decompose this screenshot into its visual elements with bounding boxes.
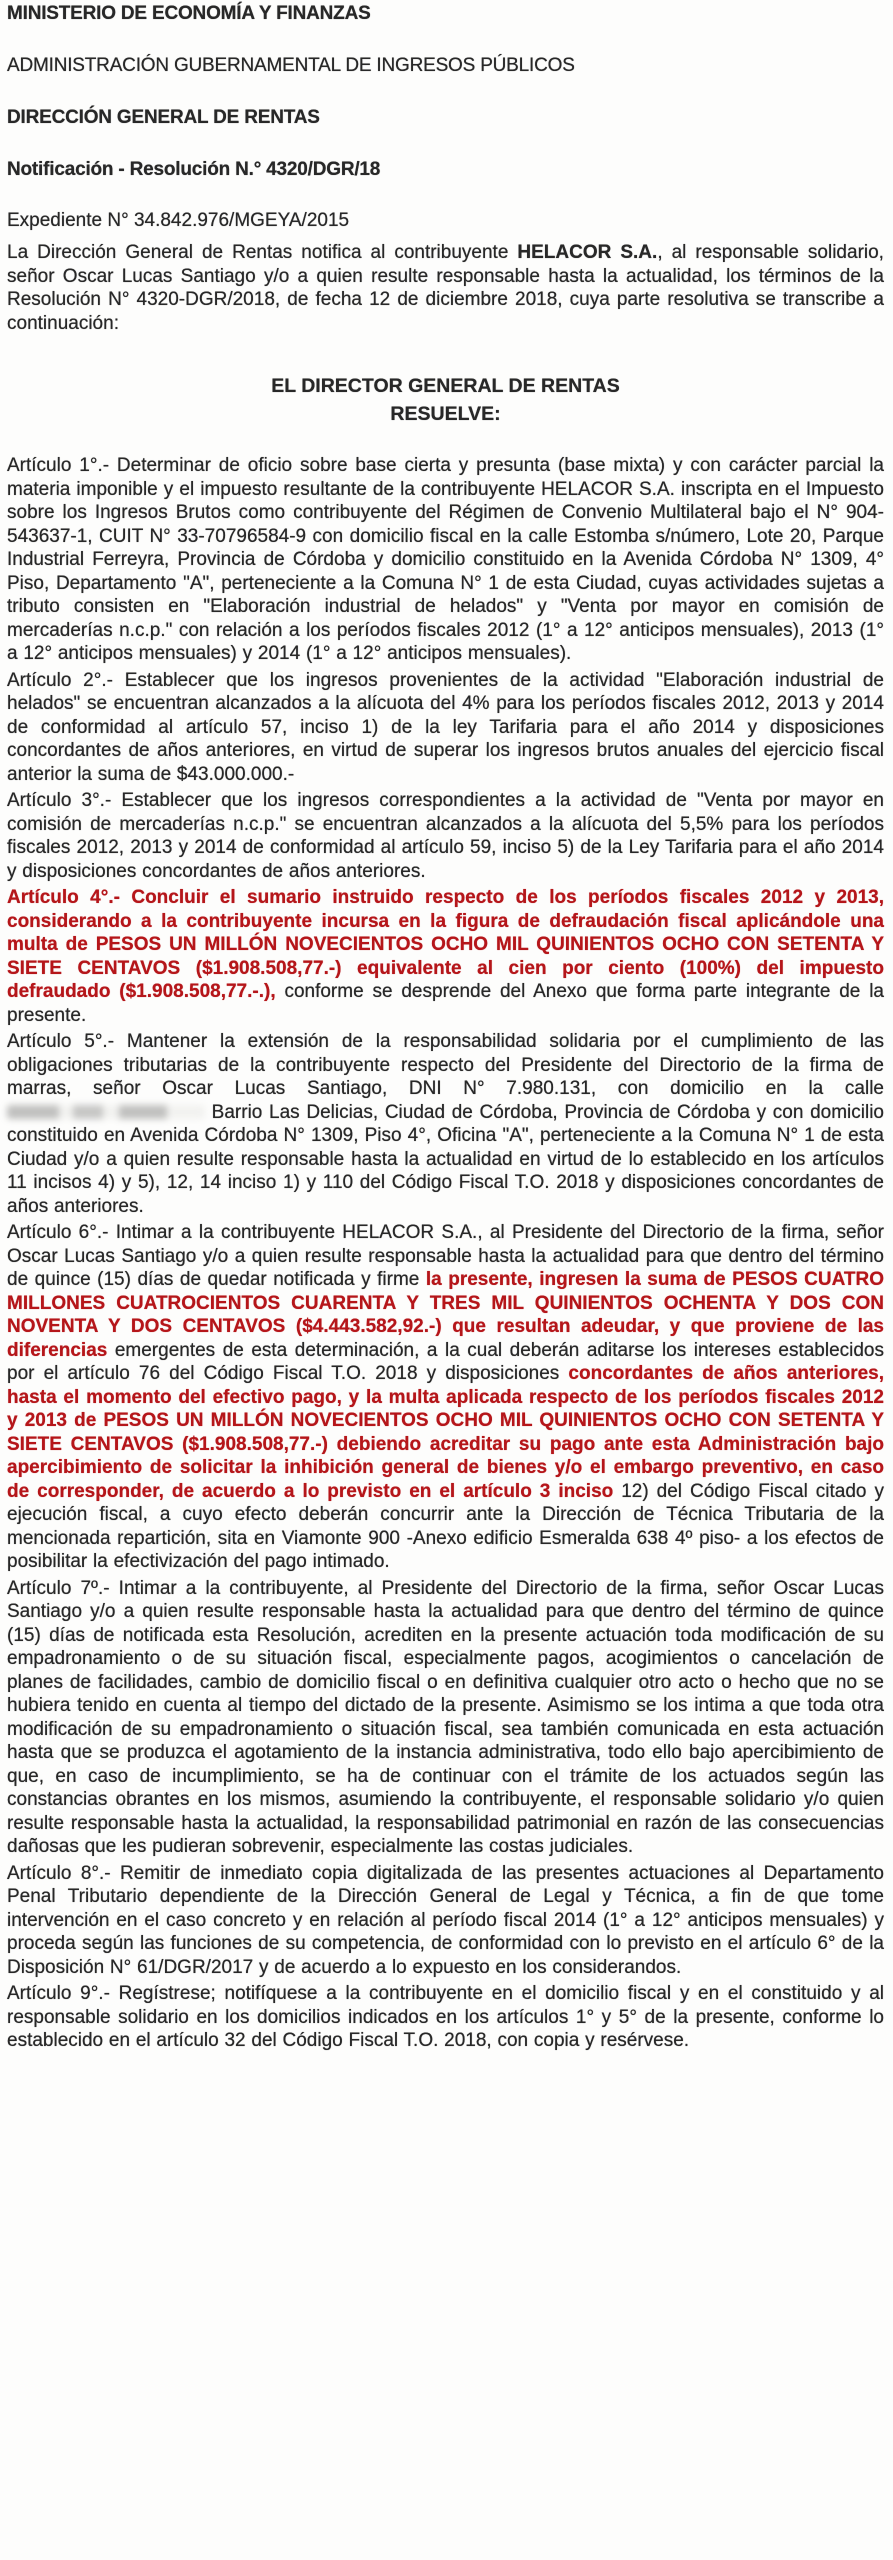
article-paragraph — [7, 789, 884, 883]
articles-container — [7, 454, 884, 2053]
body-text: La Dirección General de Rentas notifica al contribuyente — [7, 242, 518, 263]
article-paragraph — [7, 669, 884, 787]
ministry-header: MINISTERIO DE ECONOMÍA Y FINANZAS — [7, 3, 371, 24]
body-text: conforme se desprende del Anexo que forma parte integrante de la presente. — [7, 981, 884, 1026]
body-text: emergentes de esta determinación, a la cual deberán aditarse los intereses establecidos por el artículo 76 del Código Fiscal T.O. 2018 y disposiciones — [7, 1339, 885, 1384]
resolution-heading-line2: RESUELVE: — [390, 403, 501, 425]
body-text: Artículo 5°.- Mantener la extensión de la responsabilidad solidaria por el cumplimiento de las obligaciones tributarias de la contribuyente respecto del Presidente del Directorio de la firma de marras, señor Oscar Lucas Santiago, DNI N° 7.980.131, con domicilio en la calle — [7, 1031, 884, 1099]
body-text: Artículo 9°.- Regístrese; notifíquese a la contribuyente en el domicilio fiscal y en el constituido y al responsable solidario en los domicilios indicados en los artículos 1° y 5° de la presente, conforme lo establecido en el artículo 32 del Código Fiscal T.O. 2018, con copia y resérvese. — [7, 1983, 884, 2051]
resolution-heading — [7, 372, 884, 428]
intro-paragraph — [7, 241, 884, 335]
body-text: Artículo 3°.- Establecer que los ingresos correspondientes a la actividad de "Venta por mayor en comisión de mercaderías n.c.p." se encuentran alcanzados a la alícuota del 5,5% para los períodos fiscales 2012, 2013 y 2014 de conformidad al artículo 59, inciso 5) de la Ley Tarifaria para el año 2014 y disposiciones concordantes de años anteriores. — [7, 790, 884, 882]
article-paragraph — [7, 1862, 884, 1980]
red-emphasis-text: Artículo 4°.- Concluir el sumario instruido respecto de los períodos fiscales 2012 y 2013, considerando a la contribuyente incursa en la figura de defraudación fiscal aplicándole una multa de PESOS UN MILLÓN NOVECIENTOS OCHO MIL QUINIENTOS OCHO CON SETENTA Y SIETE CENTAVOS ($1.908.508,77.-) equivalente al cien por ciento (100%) del impuesto defraudado ($1.908.508,77.-.), — [7, 887, 884, 1002]
notification-title: Notificación - Resolución N.° 4320/DGR/18 — [7, 159, 381, 180]
article-paragraph — [7, 886, 884, 1027]
body-text: Barrio Las Delicias, Ciudad de Córdoba, Provincia de Córdoba y con domicilio constituido en Avenida Córdoba N° 1309, Piso 4°, Oficina "A", perteneciente a la Comuna N° 1 de esta Ciudad y/o a quien resulte responsable hasta la actualidad en virtud de lo establecido en los artículos 11 incisos 4) y 5), 12, 14 inciso 1) y 110 del Código Fiscal T.O. 2018 y disposiciones concordantes de años anteriores. — [7, 1101, 884, 1217]
bold-text: HELACOR S.A. — [517, 242, 658, 263]
red-emphasis-text: la presente, ingresen la suma de PESOS CUATRO MILLONES CUATROCIENTOS CUARENTA Y TRES MIL QUINIENTOS OCHENTA Y DOS CON NOVENTA Y DOS CENTAVOS ($4.443.582,92.-) que resultan adeudar, y que proviene de las diferencias — [7, 1269, 884, 1361]
administration-header: ADMINISTRACIÓN GUBERNAMENTAL DE INGRESOS PÚBLICOS — [7, 55, 575, 76]
file-number: Expediente N° 34.842.976/MGEYA/2015 — [7, 210, 350, 231]
body-text: Artículo 7º.- Intimar a la contribuyente, al Presidente del Directorio de la firma, señor Oscar Lucas Santiago y/o a quien resulte responsable hasta la actualidad para que dentro del término de quince (15) días de notificada esta Resolución, acrediten en la presente actuación toda modificación de su empadronamiento o de su situación fiscal, especialmente pagos, acogimientos o cancelación de planes de facilidades, cambio de domicilio fiscal o en definitiva cualquier otro acto o hecho que no se hubiera tenido en cuenta al tiempo del dictado de la presente. Asimismo se los intima a que toda otra modificación de su empadronamiento o situación fiscal, sea también comunicada en esta actuación hasta que se produzca el agotamiento de la instancia administrativa, todo ello bajo apercibimiento de que, en caso de incumplimiento, se ha de continuar con el trámite de los actuados según las constancias obrantes en los mismos, asumiendo la contribuyente, el responsable solidario y/o quien resulte responsable hasta la actualidad, la responsabilidad patrimonial en razón de las consecuencias dañosas que les pudieran sobrevenir, especialmente las costas judiciales. — [7, 1577, 884, 1857]
body-text: Artículo 8°.- Remitir de inmediato copia digitalizada de las presentes actuaciones al Departamento Penal Tributario dependiente de la Dirección General de Legal y Técnica, a fin de que tome intervención en el caso concreto y en relación al período fiscal 2014 (1° a 12° anticipos mensuales) y proceda según las funciones de su competencia, de conformidad con lo previsto en el artículo 6° de la Disposición N° 61/DGR/2017 y de acuerdo a lo expuesto en los considerandos. — [7, 1862, 884, 1978]
article-paragraph — [7, 454, 884, 666]
article-paragraph — [7, 1030, 884, 1218]
resolution-heading-line1: EL DIRECTOR GENERAL DE RENTAS — [271, 375, 620, 397]
article-paragraph — [7, 1221, 884, 1574]
body-text: 12) del Código Fiscal citado y ejecución fiscal, a cuyo efecto deberán concurrir ante la Dirección de Técnica Tributaria de la mencionada repartición, sita en Viamonte 900 -Anexo edificio Esmeralda 638 4º piso- a los efectos de posibilitar la efectivización del pago intimado. — [7, 1480, 884, 1572]
red-emphasis-text: concordantes de años anteriores, hasta el momento del efectivo pago, y la multa aplicada respecto de los períodos fiscales 2012 y 2013 de PESOS UN MILLÓN NOVECIENTOS OCHO MIL QUINIENTOS OCHO CON SETENTA Y SIETE CENTAVOS ($1.908.508,77.-) debiendo acreditar su pago ante esta Administración bajo apercibimiento de solicitar la inhibición general de bienes y/o el embargo preventivo, en caso de corresponder, de acuerdo a lo previsto en el artículo 3 inciso — [7, 1363, 885, 1502]
directorate-header: DIRECCIÓN GENERAL DE RENTAS — [7, 107, 320, 128]
body-text: Artículo 2°.- Establecer que los ingresos provenientes de la actividad "Elaboración industrial de helados" se encuentran alcanzados a la alícuota del 4% para los períodos fiscales 2012, 2013 y 2014 de conformidad al artículo 57, inciso 1) de la ley Tarifaria para el año 2014 y disposiciones concordantes de años anteriores, en virtud de superar los ingresos brutos anuales del ejercicio fiscal anterior la suma de $43.000.000.- — [7, 669, 884, 785]
body-text: , al responsable solidario, señor Oscar Lucas Santiago y/o a quien resulte responsable hasta la actualidad, los términos de la Resolución N° 4320-DGR/2018, de fecha 12 de diciembre 2018, cuya parte resolutiva se transcribe a continuación: — [7, 242, 884, 334]
body-text: Artículo 6°.- Intimar a la contribuyente HELACOR S.A., al Presidente del Directorio de la firma, señor Oscar Lucas Santiago y/o a quien resulte responsable hasta la actualidad para que dentro del término de quince (15) días de quedar notificada y firme — [7, 1222, 884, 1290]
redacted-address — [7, 1105, 205, 1119]
article-paragraph — [7, 1577, 884, 1859]
body-text: Artículo 1°.- Determinar de oficio sobre base cierta y presunta (base mixta) y con carácter parcial la materia imponible y el impuesto resultante de la contribuyente HELACOR S.A. inscripta en el Impuesto sobre los Ingresos Brutos como contribuyente del Régimen de Convenio Multilateral bajo el N° 904-543637-1, CUIT N° 33-70796584-9 con domicilio fiscal en la calle Estomba s/número, Lote 20, Parque Industrial Ferreyra, Provincia de Córdoba y domicilio constituido en la Avenida Córdoba N° 1309, 4° Piso, Departamento "A", perteneciente a la Comuna N° 1 de esta Ciudad, cuyas actividades sujetas a tributo consisten en "Elaboración industrial de helados" y "Venta por mayor en comisión de mercaderías n.c.p." con relación a los períodos fiscales 2012 (1° a 12° anticipos mensuales), 2013 (1° a 12° anticipos mensuales) y 2014 (1° a 12° anticipos mensuales). — [7, 455, 884, 664]
article-paragraph — [7, 1982, 884, 2053]
